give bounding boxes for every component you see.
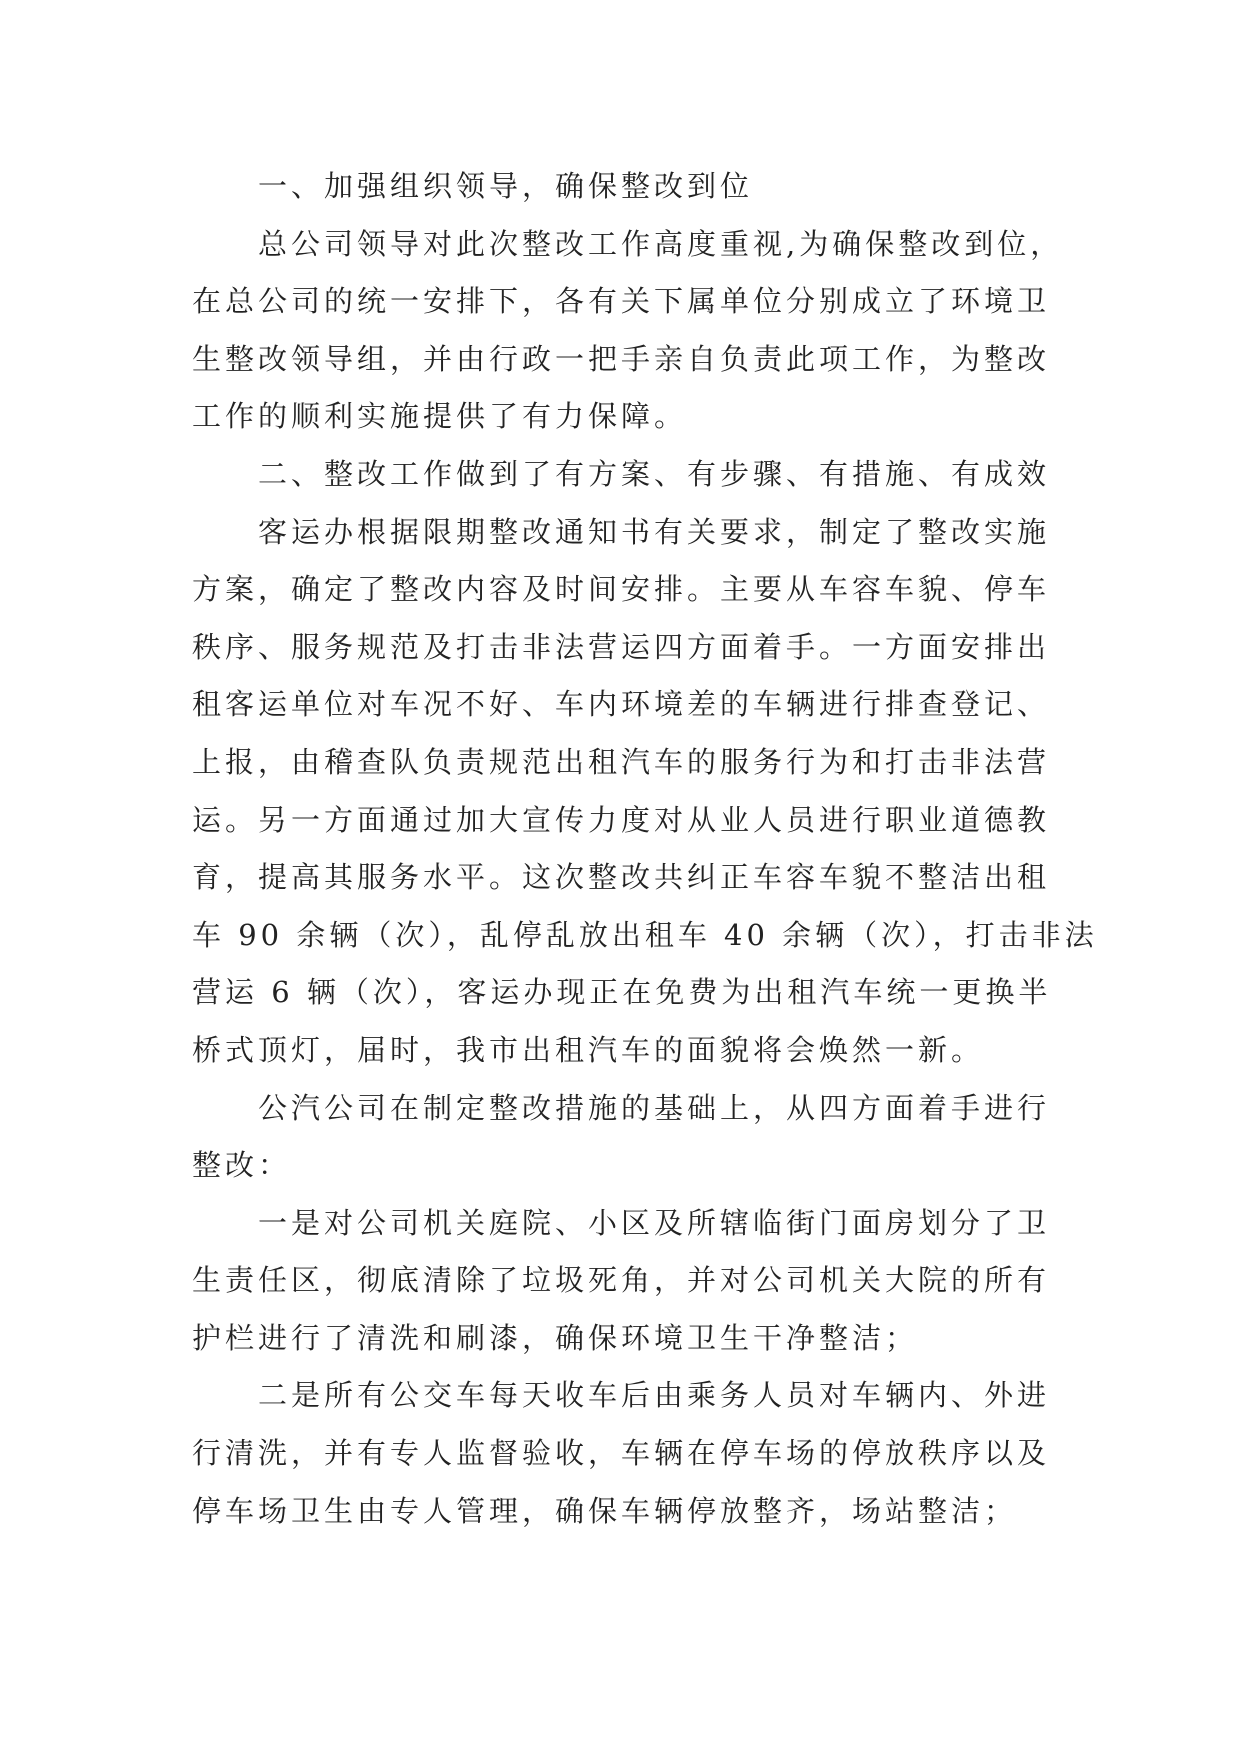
paragraph-line: 行清洗，并有专人监督验收，车辆在停车场的停放秩序以及: [192, 1436, 1051, 1471]
paragraph-line: 上报，由稽查队负责规范出租汽车的服务行为和打击非法营: [192, 744, 1051, 779]
section-heading-2: 二、整改工作做到了有方案、有步骤、有措施、有成效: [258, 456, 1051, 491]
document-body: [192, 158, 1098, 1540]
paragraph-line: 工作的顺利实施提供了有力保障。: [192, 399, 688, 434]
paragraph-line: 停车场卫生由专人管理，确保车辆停放整齐，场站整洁；: [192, 1493, 1018, 1528]
paragraph-line: 营运 6 辆（次），客运办现正在免费为出租汽车统一更换半: [192, 975, 1052, 1010]
paragraph-line: 总公司领导对此次整改工作高度重视,为确保整改到位，: [258, 226, 1064, 261]
paragraph-line: 桥式顶灯，届时，我市出租汽车的面貌将会焕然一新。: [192, 1032, 985, 1067]
paragraph-line: 运。另一方面通过加大宣传力度对从业人员进行职业道德教: [192, 802, 1051, 837]
paragraph-line: 生整改领导组，并由行政一把手亲自负责此项工作，为整改: [192, 341, 1051, 376]
paragraph-line: 护栏进行了清洗和刷漆，确保环境卫生干净整洁；: [192, 1320, 919, 1355]
paragraph-line: 方案，确定了整改内容及时间安排。主要从车容车貌、停车: [192, 572, 1051, 607]
paragraph-line: 秩序、服务规范及打击非法营运四方面着手。一方面安排出: [192, 629, 1051, 664]
paragraph-line: 公汽公司在制定整改措施的基础上，从四方面着手进行: [258, 1090, 1051, 1125]
paragraph-line: 二是所有公交车每天收车后由乘务人员对车辆内、外进: [258, 1378, 1051, 1413]
paragraph-line: 客运办根据限期整改通知书有关要求，制定了整改实施: [258, 514, 1051, 549]
paragraph-line: 一是对公司机关庭院、小区及所辖临街门面房划分了卫: [258, 1205, 1051, 1240]
paragraph-line: 育，提高其服务水平。这次整改共纠正车容车貌不整洁出租: [192, 860, 1051, 895]
paragraph-line: 租客运单位对车况不好、车内环境差的车辆进行排查登记、: [192, 687, 1051, 722]
paragraph-line: 车 90 余辆（次），乱停乱放出租车 40 余辆（次），打击非法: [192, 917, 1098, 952]
paragraph-line: 生责任区，彻底清除了垃圾死角，并对公司机关大院的所有: [192, 1263, 1051, 1298]
paragraph-line: 在总公司的统一安排下，各有关下属单位分别成立了环境卫: [192, 284, 1051, 319]
section-heading-1: 一、加强组织领导，确保整改到位: [258, 169, 754, 203]
paragraph-line: 整改：: [192, 1148, 292, 1183]
